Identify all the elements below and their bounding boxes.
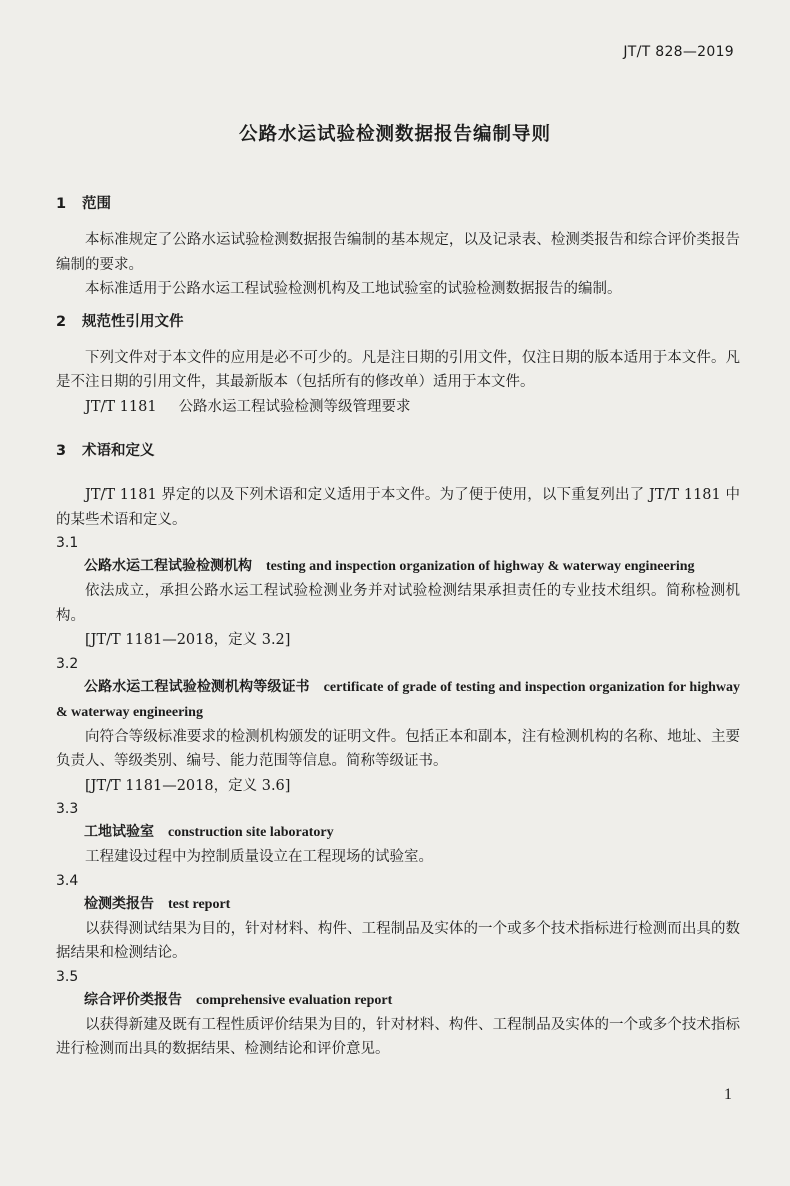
section-heading-normative-references xyxy=(56,310,740,334)
term-definition: 以获得新建及既有工程性质评价结果为目的，针对材料、构件、工程制品及实体的一个或多个技术指标进行检测而出具的数据结果、检测结论和评价意见。 xyxy=(56,1016,740,1057)
standard-number: JT/T 828—2019 xyxy=(623,44,734,60)
term-en: testing and inspection organization of highway & waterway engineering xyxy=(266,559,695,574)
term-number: 3.5 xyxy=(56,968,79,985)
term-entry xyxy=(56,675,740,725)
term-definition: 工程建设过程中为控制质量设立在工程现场的试验室。 xyxy=(85,849,433,865)
term-zh: 工地试验室 xyxy=(84,824,154,840)
paragraph: 下列文件对于本文件的应用是必不可少的。凡是注日期的引用文件，仅注日期的版本适用于本文件。凡是不注日期的引用文件，其最新版本（包括所有的修改单）适用于本文件。 xyxy=(56,349,740,390)
section-number: 2 xyxy=(56,313,67,330)
term-definition: 向符合等级标准要求的检测机构颁发的证明文件。包括正本和副本，注有检测机构的名称、地址、主要负责人、等级类别、编号、能力范围等信息。简称等级证书。 xyxy=(56,728,740,769)
section-heading-scope xyxy=(56,192,740,216)
section-number: 1 xyxy=(56,196,67,212)
section-number: 3 xyxy=(56,443,67,459)
term-en: comprehensive evaluation report xyxy=(196,992,393,1008)
section-title: 术语和定义 xyxy=(82,443,155,459)
section-title: 规范性引用文件 xyxy=(82,313,184,330)
term-en: construction site laboratory xyxy=(168,825,334,840)
reference-entry xyxy=(56,395,740,420)
term-source: [JT/T 1181—2018，定义 3.2] xyxy=(85,632,291,648)
term-en: test report xyxy=(168,896,231,912)
term-entry xyxy=(56,988,740,1013)
reference-title: 公路水运工程试验检测等级管理要求 xyxy=(178,398,411,415)
term-zh: 综合评价类报告 xyxy=(84,991,182,1008)
document-body xyxy=(56,192,740,1062)
section-title: 范围 xyxy=(82,196,111,212)
term-number: 3.3 xyxy=(56,801,79,817)
term-zh: 公路水运工程试验检测机构等级证书 xyxy=(84,678,310,695)
term-source: [JT/T 1181—2018，定义 3.6] xyxy=(85,777,291,794)
section-heading-terms xyxy=(56,439,740,463)
term-entry xyxy=(56,554,740,579)
term-definition: 依法成立，承担公路水运工程试验检测业务并对试验检测结果承担责任的专业技术组织。简称检测机构。 xyxy=(56,583,740,624)
paragraph: JT/T 1181 界定的以及下列术语和定义适用于本文件。为了便于使用，以下重复列出了 JT/T 1181 中的某些术语和定义。 xyxy=(56,487,740,528)
term-zh: 公路水运工程试验检测机构 xyxy=(84,558,252,574)
term-number: 3.2 xyxy=(56,655,79,672)
term-entry xyxy=(56,820,740,845)
document-title: 公路水运试验检测数据报告编制导则 xyxy=(238,124,551,145)
term-en: certificate of grade of testing and inspection organization for highway & waterway engineering xyxy=(56,679,741,720)
term-definition: 以获得测试结果为目的，针对材料、构件、工程制品及实体的一个或多个技术指标进行检测而出具的数据结果和检测结论。 xyxy=(56,920,740,961)
term-zh: 检测类报告 xyxy=(84,895,154,912)
paragraph: 本标准规定了公路水运试验检测数据报告编制的基本规定，以及记录表、检测类报告和综合评价类报告编制的要求。 xyxy=(56,232,740,273)
reference-code: JT/T 1181 xyxy=(85,398,157,415)
term-entry xyxy=(56,892,740,917)
page-number: 1 xyxy=(724,1086,732,1103)
paragraph: 本标准适用于公路水运工程试验检测机构及工地试验室的试验检测数据报告的编制。 xyxy=(85,281,622,297)
term-number: 3.1 xyxy=(56,535,79,551)
term-number: 3.4 xyxy=(56,872,79,889)
